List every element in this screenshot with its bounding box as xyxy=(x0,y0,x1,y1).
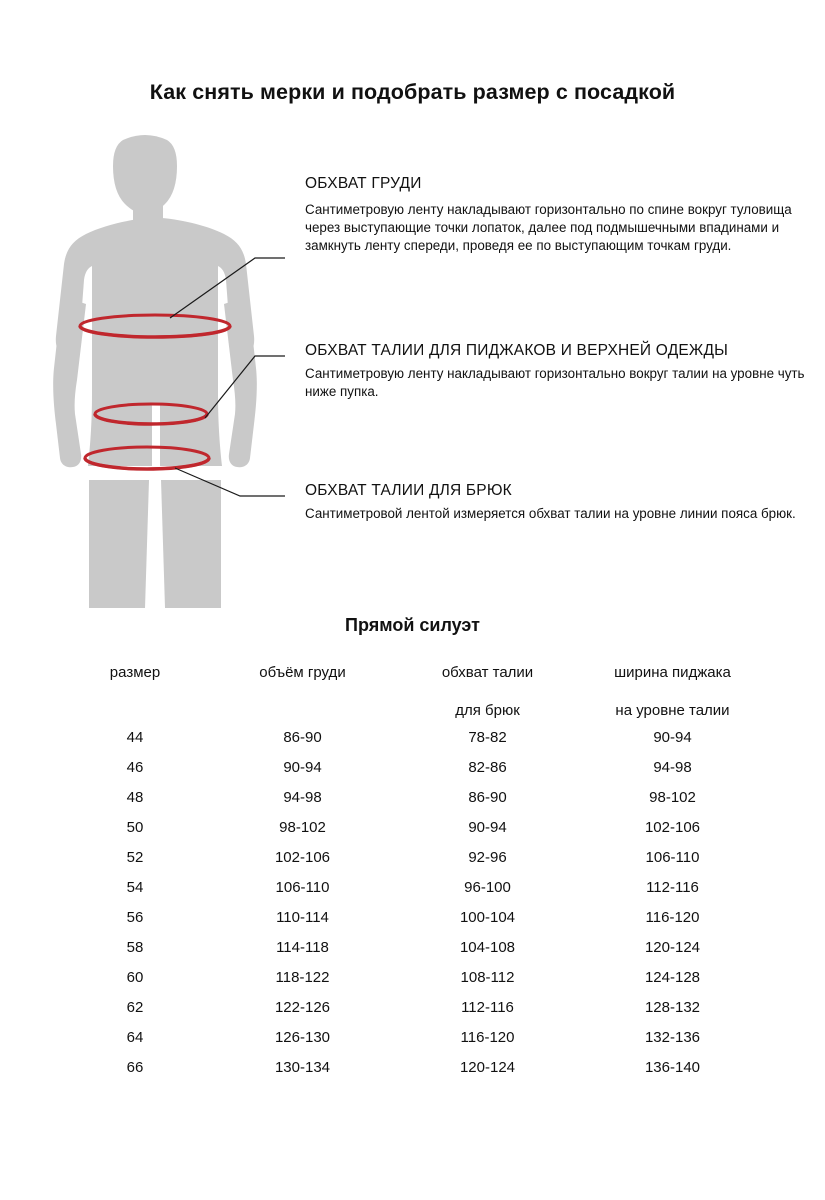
table-row xyxy=(60,1052,765,1082)
table-row xyxy=(60,1022,765,1052)
cell-size: 46 xyxy=(126,758,144,776)
table-header-chest xyxy=(210,660,395,722)
cell-waist: 86-90 xyxy=(468,788,507,806)
callout-chest-text: Сантиметровую ленту накладывают горизонтально по спине вокруг туловища через выступающие точки лопаток, далее под подмышечными впадинами и замкнуть ленту спереди, проведя ее по выступающим точкам груди. xyxy=(305,202,792,253)
table-body xyxy=(60,722,765,1082)
table-header-waist xyxy=(395,660,580,722)
table-caption: Прямой силуэт xyxy=(345,615,480,635)
cell-chest: 110-114 xyxy=(276,908,329,926)
cell-jacket-width: 90-94 xyxy=(653,728,692,746)
male-torso-illustration xyxy=(25,128,285,608)
cell-size: 66 xyxy=(126,1058,144,1076)
cell-size: 64 xyxy=(126,1028,144,1046)
cell-jacket-width: 120-124 xyxy=(644,938,701,956)
cell-waist: 104-108 xyxy=(459,938,516,956)
table-header-waist-line2: для брюк xyxy=(455,701,520,719)
cell-jacket-width: 94-98 xyxy=(653,758,692,776)
page-title: Как снять мерки и подобрать размер с посадкой xyxy=(149,80,676,104)
cell-chest: 106-110 xyxy=(275,878,330,896)
table-row xyxy=(60,782,765,812)
callout-waist-jacket-heading: ОБХВАТ ТАЛИИ ДЛЯ ПИДЖАКОВ И ВЕРХНЕЙ ОДЕЖДЫ xyxy=(305,342,729,359)
table-row xyxy=(60,722,765,752)
cell-jacket-width: 102-106 xyxy=(644,818,701,836)
size-table xyxy=(60,660,765,1082)
cell-chest: 126-130 xyxy=(274,1028,331,1046)
callout-waist-jacket xyxy=(305,342,815,401)
cell-jacket-width: 124-128 xyxy=(644,968,701,986)
table-row xyxy=(60,962,765,992)
body-figure xyxy=(25,128,285,608)
cell-waist: 100-104 xyxy=(459,908,516,926)
callout-waist-jacket-text: Сантиметровую ленту накладывают горизонтально вокруг талии на уровне чуть ниже пупка. xyxy=(305,366,805,399)
table-row xyxy=(60,992,765,1022)
callout-waist-trousers-text: Сантиметровой лентой измеряется обхват талии на уровне линии пояса брюк. xyxy=(305,506,796,521)
callout-waist-trousers-heading: ОБХВАТ ТАЛИИ ДЛЯ БРЮК xyxy=(305,482,512,499)
cell-size: 44 xyxy=(126,728,144,746)
callout-waist-trousers xyxy=(305,482,805,523)
cell-size: 48 xyxy=(126,788,144,806)
cell-chest: 90-94 xyxy=(283,758,322,776)
table-row xyxy=(60,872,765,902)
cell-size: 60 xyxy=(126,968,144,986)
cell-jacket-width: 112-116 xyxy=(646,878,699,896)
cell-waist: 92-96 xyxy=(468,848,507,866)
table-row xyxy=(60,752,765,782)
table-row xyxy=(60,842,765,872)
table-header-chest-line1: объём груди xyxy=(259,664,346,681)
cell-chest: 114-118 xyxy=(276,938,329,956)
table-row xyxy=(60,902,765,932)
callout-chest xyxy=(305,175,805,254)
cell-jacket-width: 98-102 xyxy=(649,788,696,806)
cell-size: 52 xyxy=(126,848,144,866)
table-header-size-line1: размер xyxy=(109,664,161,681)
cell-chest: 86-90 xyxy=(283,728,322,746)
cell-waist: 112-116 xyxy=(461,998,514,1016)
cell-jacket-width: 136-140 xyxy=(644,1058,701,1076)
cell-waist: 108-112 xyxy=(460,968,515,986)
figure-silhouette xyxy=(53,135,257,608)
table-header-waist-line1: обхват талии xyxy=(441,664,534,681)
cell-size: 62 xyxy=(126,998,144,1016)
cell-size: 58 xyxy=(126,938,144,956)
cell-waist: 96-100 xyxy=(464,878,511,896)
table-header-jacket-width xyxy=(580,660,765,722)
cell-chest: 118-122 xyxy=(275,968,330,986)
table-header-jacket-width-line2: на уровне талии xyxy=(615,701,730,719)
cell-chest: 102-106 xyxy=(274,848,331,866)
cell-waist: 116-120 xyxy=(460,1028,515,1046)
cell-waist: 78-82 xyxy=(468,728,507,746)
cell-waist: 120-124 xyxy=(459,1058,516,1076)
cell-chest: 130-134 xyxy=(274,1058,331,1076)
cell-waist: 82-86 xyxy=(468,758,507,776)
cell-jacket-width: 132-136 xyxy=(644,1028,701,1046)
cell-waist: 90-94 xyxy=(468,818,507,836)
table-header-jacket-width-line1: ширина пиджака xyxy=(614,664,731,681)
cell-jacket-width: 128-132 xyxy=(644,998,701,1016)
table-header-size xyxy=(60,660,210,722)
cell-size: 54 xyxy=(126,878,144,896)
cell-chest: 98-102 xyxy=(279,818,326,836)
cell-chest: 94-98 xyxy=(283,788,322,806)
table-row xyxy=(60,932,765,962)
cell-size: 56 xyxy=(126,908,144,926)
callout-chest-heading: ОБХВАТ ГРУДИ xyxy=(305,175,422,192)
cell-size: 50 xyxy=(126,818,144,836)
cell-chest: 122-126 xyxy=(274,998,331,1016)
table-row xyxy=(60,812,765,842)
cell-jacket-width: 116-120 xyxy=(645,908,700,926)
cell-jacket-width: 106-110 xyxy=(645,848,700,866)
table-header-row xyxy=(60,660,765,722)
